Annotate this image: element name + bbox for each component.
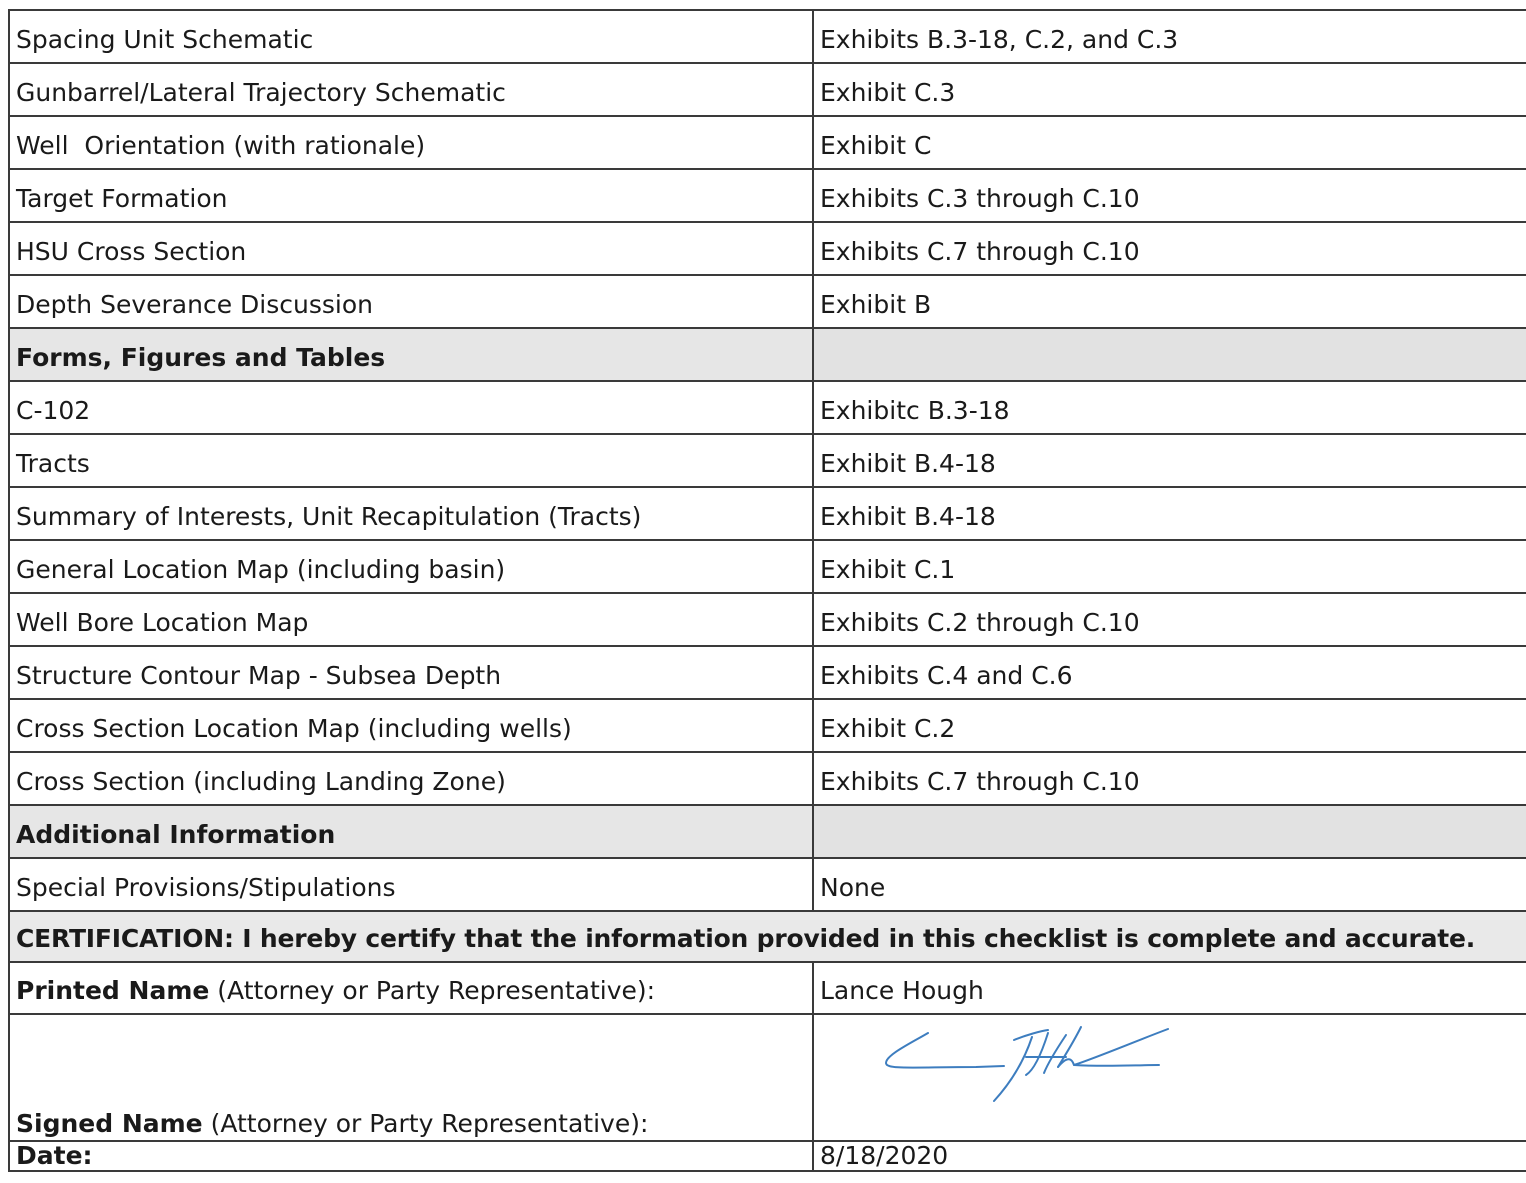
reference-cell: None — [813, 858, 1526, 911]
signed-name-row — [9, 1014, 1526, 1141]
signature-cell — [813, 1014, 1526, 1141]
section-title: Forms, Figures and Tables — [9, 328, 813, 381]
table-row — [9, 752, 1526, 805]
certification-row — [9, 911, 1526, 962]
item-cell: HSU Cross Section — [9, 222, 813, 275]
table-row — [9, 699, 1526, 752]
item-cell: Tracts — [9, 434, 813, 487]
item-cell: Cross Section (including Landing Zone) — [9, 752, 813, 805]
item-cell: Well Orientation (with rationale) — [9, 116, 813, 169]
table-row — [9, 540, 1526, 593]
reference-cell: Exhibits C.4 and C.6 — [813, 646, 1526, 699]
section-header-forms — [9, 328, 1526, 381]
reference-cell: Exhibitc B.3-18 — [813, 381, 1526, 434]
handwritten-signature — [876, 1015, 1176, 1125]
reference-cell: Exhibit C.1 — [813, 540, 1526, 593]
reference-cell: Exhibits C.2 through C.10 — [813, 593, 1526, 646]
signed-name-label-bold: Signed Name — [16, 1109, 203, 1138]
reference-cell: Exhibits B.3-18, C.2, and C.3 — [813, 10, 1526, 63]
signed-name-label — [9, 1014, 813, 1141]
table-row — [9, 593, 1526, 646]
table-row — [9, 116, 1526, 169]
reference-cell: Exhibits C.3 through C.10 — [813, 169, 1526, 222]
table-row — [9, 10, 1526, 63]
signed-name-label-rest: (Attorney or Party Representative): — [202, 1109, 649, 1138]
item-cell: Depth Severance Discussion — [9, 275, 813, 328]
reference-cell: Exhibit C — [813, 116, 1526, 169]
item-cell: Gunbarrel/Lateral Trajectory Schematic — [9, 63, 813, 116]
printed-name-value: Lance Hough — [813, 962, 1526, 1014]
table-row — [9, 222, 1526, 275]
section-header-additional — [9, 805, 1526, 858]
reference-cell: Exhibit C.3 — [813, 63, 1526, 116]
reference-cell: Exhibits C.7 through C.10 — [813, 752, 1526, 805]
date-value: 8/18/2020 — [813, 1141, 1526, 1171]
item-cell: Special Provisions/Stipulations — [9, 858, 813, 911]
table-row — [9, 381, 1526, 434]
table-row — [9, 646, 1526, 699]
reference-cell: Exhibit B.4-18 — [813, 487, 1526, 540]
checklist-sheet — [8, 9, 1526, 1172]
section-spacer — [813, 328, 1526, 381]
reference-cell: Exhibit B.4-18 — [813, 434, 1526, 487]
table-row — [9, 487, 1526, 540]
reference-cell: Exhibit B — [813, 275, 1526, 328]
printed-name-label-bold: Printed Name — [16, 976, 210, 1005]
table-row — [9, 858, 1526, 911]
table-row — [9, 169, 1526, 222]
item-cell: Structure Contour Map - Subsea Depth — [9, 646, 813, 699]
printed-name-label-rest: (Attorney or Party Representative): — [209, 976, 656, 1005]
item-cell: C-102 — [9, 381, 813, 434]
section-title: Additional Information — [9, 805, 813, 858]
printed-name-label — [9, 962, 813, 1014]
table-row — [9, 275, 1526, 328]
reference-cell: Exhibit C.2 — [813, 699, 1526, 752]
signature-area — [814, 1015, 1526, 1136]
printed-name-row — [9, 962, 1526, 1014]
item-cell: Target Formation — [9, 169, 813, 222]
section-spacer — [813, 805, 1526, 858]
table-row — [9, 434, 1526, 487]
checklist-table — [8, 9, 1526, 1172]
date-label: Date: — [9, 1141, 813, 1171]
item-cell: Well Bore Location Map — [9, 593, 813, 646]
certification-statement: CERTIFICATION: I hereby certify that the information provided in this checklist is complete and accurate. — [9, 911, 1526, 962]
item-cell: Spacing Unit Schematic — [9, 10, 813, 63]
item-cell: Summary of Interests, Unit Recapitulation (Tracts) — [9, 487, 813, 540]
reference-cell: Exhibits C.7 through C.10 — [813, 222, 1526, 275]
item-cell: General Location Map (including basin) — [9, 540, 813, 593]
item-cell: Cross Section Location Map (including wells) — [9, 699, 813, 752]
date-row — [9, 1141, 1526, 1171]
table-row — [9, 63, 1526, 116]
